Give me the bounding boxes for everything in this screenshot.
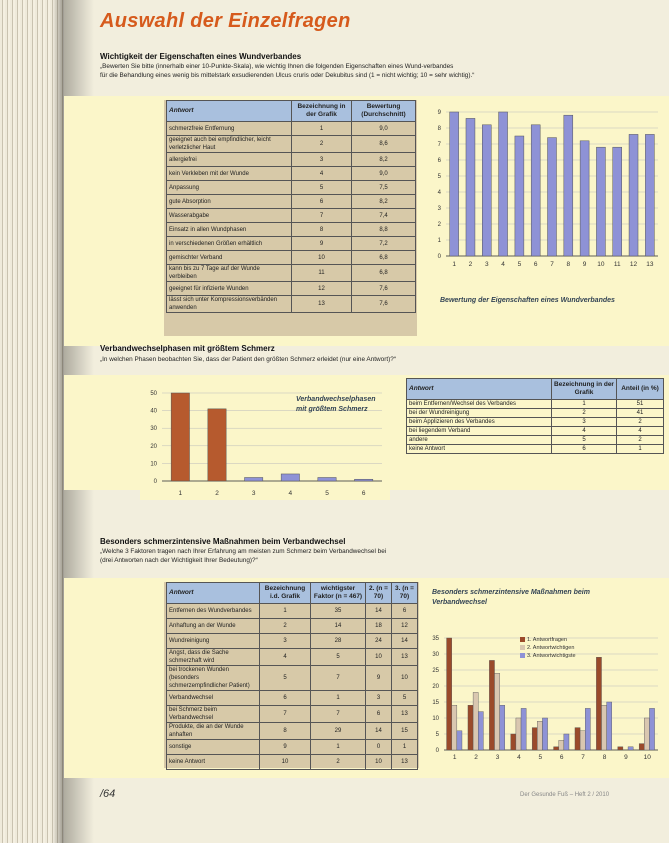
table-cell: 2 xyxy=(617,418,664,427)
y-tick-label: 40 xyxy=(150,408,157,415)
legend-item: 2. Antwortwichtigen xyxy=(520,644,576,652)
chart2-title: Verbandwechselphasen mit größtem Schmerz xyxy=(296,396,376,413)
bar xyxy=(645,134,654,256)
bar xyxy=(575,728,580,750)
x-tick-label: 9 xyxy=(582,261,587,268)
bar xyxy=(457,731,462,750)
table-cell: 6 xyxy=(392,604,418,619)
table-cell: gute Absorption xyxy=(167,195,292,209)
table-cell: 10 xyxy=(366,649,392,666)
x-tick-label: 9 xyxy=(624,754,628,761)
bar xyxy=(596,657,601,750)
table-header: Anteil (in %) xyxy=(617,379,664,400)
y-tick-label: 7 xyxy=(437,142,441,148)
table-cell: 13 xyxy=(392,706,418,723)
table-cell: 5 xyxy=(311,649,366,666)
table-row xyxy=(167,296,416,313)
table-cell: 2 xyxy=(552,409,617,418)
table-cell: 10 xyxy=(292,251,352,265)
bar xyxy=(482,125,491,256)
y-tick-label: 30 xyxy=(432,652,439,658)
table-row xyxy=(407,427,664,436)
x-tick-label: 6 xyxy=(533,261,538,268)
table-eigenschaften xyxy=(166,100,416,313)
bar xyxy=(628,747,633,750)
table-cell: 7,6 xyxy=(352,296,416,313)
table-cell: 6 xyxy=(292,195,352,209)
x-tick-label: 13 xyxy=(646,261,654,268)
y-tick-label: 30 xyxy=(150,426,157,433)
x-tick-label: 12 xyxy=(629,261,638,268)
bar xyxy=(355,479,373,481)
table-cell: 13 xyxy=(392,649,418,666)
table-row xyxy=(167,167,416,181)
bar xyxy=(548,138,557,256)
chart3-legend xyxy=(520,636,576,660)
table-row xyxy=(167,634,418,649)
table-cell: 2 xyxy=(617,436,664,445)
bar xyxy=(468,705,473,750)
bar xyxy=(531,125,540,256)
table-row xyxy=(167,282,416,296)
table-cell: 1 xyxy=(311,691,366,706)
x-tick-label: 2 xyxy=(474,754,478,761)
table-header: 2. (n = 70) xyxy=(366,583,392,604)
table-cell: beim Entfernen/Wechsel des Verbandes xyxy=(407,400,552,409)
bar xyxy=(639,744,644,750)
table-cell: 6,8 xyxy=(352,265,416,282)
table-cell: Einsatz in allen Wundphasen xyxy=(167,223,292,237)
table-cell: 5 xyxy=(392,691,418,706)
bar xyxy=(500,705,505,750)
x-tick-label: 1 xyxy=(178,490,183,497)
table-cell: allergiefrei xyxy=(167,153,292,167)
table-cell: 7,6 xyxy=(352,282,416,296)
table-row xyxy=(167,265,416,282)
page-number: /64 xyxy=(100,788,116,800)
table-cell: sonstige xyxy=(167,740,260,755)
y-tick-label: 0 xyxy=(437,254,441,260)
bar xyxy=(580,731,585,750)
bar xyxy=(281,474,299,481)
table-cell: 5 xyxy=(292,181,352,195)
table-row xyxy=(167,209,416,223)
y-tick-label: 10 xyxy=(432,716,439,722)
bar xyxy=(537,721,542,750)
table-cell: 10 xyxy=(366,755,392,770)
table-cell: 2 xyxy=(292,136,352,153)
bar xyxy=(629,134,638,256)
y-tick-label: 5 xyxy=(435,732,439,738)
table-cell: kein Verkleben mit der Wunde xyxy=(167,167,292,181)
table-cell: Entfernen des Wundverbandes xyxy=(167,604,260,619)
table-cell: 1 xyxy=(292,122,352,136)
bar xyxy=(607,702,612,750)
y-tick-label: 25 xyxy=(432,668,439,674)
table-row xyxy=(167,251,416,265)
section1-intro-1: „Bewerten Sie bitte (innerhalb einer 10-Punkte-Skala), wie wichtig Ihnen die folgenden Eigenschaften eines Wund-verbandes xyxy=(100,63,454,70)
chart1-caption: Bewertung der Eigenschaften eines Wundverbandes xyxy=(440,297,615,304)
bar xyxy=(495,673,500,750)
table-header: Antwort xyxy=(407,379,552,400)
x-tick-label: 10 xyxy=(597,261,605,268)
x-tick-label: 3 xyxy=(495,754,500,761)
table-row xyxy=(167,740,418,755)
y-tick-label: 15 xyxy=(432,700,439,706)
table-cell: 7 xyxy=(311,706,366,723)
table-row xyxy=(167,619,418,634)
y-tick-label: 5 xyxy=(437,174,441,180)
y-tick-label: 50 xyxy=(150,391,157,397)
table-header: Bewertung (Durchschnitt) xyxy=(352,101,416,122)
bar xyxy=(450,112,459,256)
book-page-edges xyxy=(0,0,64,843)
table-cell: 1 xyxy=(260,604,311,619)
x-tick-label: 2 xyxy=(468,261,473,268)
table-cell: 41 xyxy=(617,409,664,418)
table-cell: 8,2 xyxy=(352,153,416,167)
table-cell: 8 xyxy=(260,723,311,740)
bar xyxy=(511,734,516,750)
y-tick-label: 9 xyxy=(437,110,441,116)
table-row xyxy=(407,436,664,445)
table-cell: 6 xyxy=(552,445,617,454)
table-header: Antwort xyxy=(167,583,260,604)
table-cell: bei trockenen Wunden (besonders schmerzempfindlicher Patient) xyxy=(167,666,260,691)
table-cell: 11 xyxy=(292,265,352,282)
table-cell: bei der Wundreinigung xyxy=(407,409,552,418)
x-tick-label: 4 xyxy=(517,754,521,761)
table-cell: 4 xyxy=(292,167,352,181)
table-cell: 10 xyxy=(260,755,311,770)
table-cell: beim Applizieren des Verbandes xyxy=(407,418,552,427)
x-tick-label: 3 xyxy=(251,490,256,497)
table-cell: 4 xyxy=(260,649,311,666)
bar xyxy=(473,692,478,750)
table-row xyxy=(167,706,418,723)
table-cell: 7,2 xyxy=(352,237,416,251)
table-row xyxy=(407,409,664,418)
table-header: Bezeichnung in der Grafik xyxy=(552,379,617,400)
table-cell: 6,8 xyxy=(352,251,416,265)
x-tick-label: 5 xyxy=(517,261,522,268)
table-cell: Anhaftung an der Wunde xyxy=(167,619,260,634)
bar xyxy=(516,718,521,750)
section1-heading: Wichtigkeit der Eigenschaften eines Wundverbandes xyxy=(100,52,302,61)
bar xyxy=(564,115,573,256)
section3-heading: Besonders schmerzintensive Maßnahmen beim Verbandwechsel xyxy=(100,537,346,546)
bar xyxy=(618,747,623,750)
x-tick-label: 2 xyxy=(215,490,219,497)
table-row xyxy=(407,418,664,427)
table-cell: 3 xyxy=(292,153,352,167)
x-tick-label: 8 xyxy=(602,754,607,761)
section3-intro-1: „Welche 3 Faktoren tragen nach Ihrer Erfahrung am meisten zum Schmerz beim Verbandwechsel bei xyxy=(100,548,387,555)
table-cell: andere xyxy=(407,436,552,445)
table-cell: 8,6 xyxy=(352,136,416,153)
table-header: Bezeichnung i.d. Grafik xyxy=(260,583,311,604)
table-cell: 35 xyxy=(311,604,366,619)
table-row xyxy=(407,400,664,409)
table-cell: 8,8 xyxy=(352,223,416,237)
y-tick-label: 0 xyxy=(153,479,157,485)
x-tick-label: 6 xyxy=(361,490,366,497)
table-row xyxy=(167,195,416,209)
bar xyxy=(466,118,475,256)
bar xyxy=(478,712,483,750)
table-row xyxy=(167,755,418,770)
table-cell: 8,2 xyxy=(352,195,416,209)
y-tick-label: 35 xyxy=(432,636,439,642)
table-header: 3. (n = 70) xyxy=(392,583,418,604)
y-tick-label: 2 xyxy=(437,222,441,228)
table-cell: bei liegendem Verband xyxy=(407,427,552,436)
table-cell: in verschiedenen Größen erhältlich xyxy=(167,237,292,251)
table-phasen xyxy=(406,378,664,454)
table-cell: 7,5 xyxy=(352,181,416,195)
table-row xyxy=(167,723,418,740)
table-row xyxy=(167,604,418,619)
table-massnahmen xyxy=(166,582,418,770)
table-cell: Anpassung xyxy=(167,181,292,195)
table-row xyxy=(167,691,418,706)
table-cell: bei Schmerz beim Verbandwechsel xyxy=(167,706,260,723)
y-tick-label: 0 xyxy=(435,748,439,754)
bar xyxy=(318,477,336,481)
table-cell: 3 xyxy=(552,418,617,427)
bar xyxy=(171,393,189,481)
table-cell: 13 xyxy=(292,296,352,313)
table-cell: 14 xyxy=(366,723,392,740)
table-cell: 7 xyxy=(292,209,352,223)
y-tick-label: 20 xyxy=(432,684,439,690)
table-cell: Produkte, die an der Wunde anhaften xyxy=(167,723,260,740)
section2-intro: „In welchen Phasen beobachten Sie, dass der Patient den größten Schmerz erleidet (nur eine Antwort)?“ xyxy=(100,356,396,363)
table-row xyxy=(167,136,416,153)
table-cell: 9 xyxy=(292,237,352,251)
x-tick-label: 5 xyxy=(325,490,329,497)
x-tick-label: 4 xyxy=(288,490,293,497)
x-tick-label: 8 xyxy=(566,261,571,268)
table-header: Bezeichnung in der Grafik xyxy=(292,101,352,122)
x-tick-label: 7 xyxy=(550,261,554,268)
table-cell: geeignet auch bei empfindlicher, leicht verletzlicher Haut xyxy=(167,136,292,153)
table-cell: 6 xyxy=(366,706,392,723)
table-row xyxy=(167,223,416,237)
table-cell: 14 xyxy=(366,604,392,619)
table-cell: 14 xyxy=(392,634,418,649)
x-tick-label: 6 xyxy=(559,754,564,761)
table-cell: 9,0 xyxy=(352,167,416,181)
table-cell: 3 xyxy=(260,634,311,649)
table-cell: 1 xyxy=(617,445,664,454)
table-cell: 9,0 xyxy=(352,122,416,136)
table-cell: 0 xyxy=(366,740,392,755)
table-cell: Wundreinigung xyxy=(167,634,260,649)
table-cell: 9 xyxy=(260,740,311,755)
section1-intro-2: für die Behandlung eines wenig bis mittelstark exsudierenden Ulcus cruris oder Dekubitus sind (1 = nicht wichtig; 10 = sehr wichtig).“ xyxy=(100,72,475,79)
bar xyxy=(559,740,564,750)
table-cell: 1 xyxy=(392,740,418,755)
table-cell: 7 xyxy=(260,706,311,723)
x-tick-label: 4 xyxy=(501,261,505,268)
y-tick-label: 1 xyxy=(437,238,441,244)
chart3-title: Besonders schmerzintensive Maßnahmen beim Verbandwechsel xyxy=(432,589,590,606)
bar xyxy=(542,718,547,750)
bar xyxy=(564,734,569,750)
bar xyxy=(602,705,607,750)
bar xyxy=(452,705,457,750)
bar xyxy=(245,477,263,481)
table-header: wichtigster Faktor (n = 467) xyxy=(311,583,366,604)
bar xyxy=(208,409,226,481)
section2-heading: Verbandwechselphasen mit größtem Schmerz xyxy=(100,344,275,353)
table-cell: 28 xyxy=(311,634,366,649)
table-cell: 5 xyxy=(552,436,617,445)
y-tick-label: 4 xyxy=(437,190,441,196)
table-cell: 5 xyxy=(260,666,311,691)
bar xyxy=(613,147,622,256)
y-tick-label: 6 xyxy=(437,158,441,164)
table-cell: 13 xyxy=(392,755,418,770)
table-cell: 12 xyxy=(292,282,352,296)
bar xyxy=(585,708,590,750)
table-cell: Wasserabgabe xyxy=(167,209,292,223)
table-cell: 3 xyxy=(366,691,392,706)
footer-journal: Der Gesunde Fuß – Heft 2 / 2010 xyxy=(520,792,610,798)
x-tick-label: 3 xyxy=(484,261,489,268)
table-cell: 9 xyxy=(366,666,392,691)
table-cell: kann bis zu 7 Tage auf der Wunde verbleiben xyxy=(167,265,292,282)
bar xyxy=(489,660,494,750)
table-row xyxy=(167,666,418,691)
table-cell: 12 xyxy=(392,619,418,634)
y-tick-label: 10 xyxy=(150,461,157,468)
y-tick-label: 3 xyxy=(437,206,441,212)
table-cell: 2 xyxy=(260,619,311,634)
bar xyxy=(521,708,526,750)
table-row xyxy=(167,153,416,167)
table-cell: 51 xyxy=(617,400,664,409)
table-cell: Angst, dass die Sache schmerzhaft wird xyxy=(167,649,260,666)
y-tick-label: 8 xyxy=(437,126,441,132)
table-cell: 29 xyxy=(311,723,366,740)
table-cell: lässt sich unter Kompressionsverbänden anwenden xyxy=(167,296,292,313)
bar xyxy=(649,708,654,750)
table-cell: 7,4 xyxy=(352,209,416,223)
bar xyxy=(554,747,559,750)
table-cell: keine Antwort xyxy=(407,445,552,454)
table-header: Antwort xyxy=(167,101,292,122)
table-cell: 24 xyxy=(366,634,392,649)
table-cell: 10 xyxy=(392,666,418,691)
bar xyxy=(499,112,508,256)
table-row xyxy=(167,122,416,136)
table-cell: 1 xyxy=(311,740,366,755)
table-cell: keine Antwort xyxy=(167,755,260,770)
table-cell: geeignet für infizierte Wunden xyxy=(167,282,292,296)
table-cell: 2 xyxy=(311,755,366,770)
table-cell: 4 xyxy=(552,427,617,436)
table-cell: 1 xyxy=(552,400,617,409)
chart-bewertung xyxy=(428,104,664,284)
bar xyxy=(515,136,524,256)
y-tick-label: 20 xyxy=(150,443,157,450)
legend-item: 1. Antwortfragen xyxy=(520,636,576,644)
table-cell: 15 xyxy=(392,723,418,740)
table-cell: Verbandwechsel xyxy=(167,691,260,706)
bar xyxy=(532,728,537,750)
x-tick-label: 7 xyxy=(581,754,585,761)
legend-item: 3. Antwortwichtigste xyxy=(520,652,576,660)
table-cell: 6 xyxy=(260,691,311,706)
bar xyxy=(580,141,589,256)
x-tick-label: 10 xyxy=(643,754,651,761)
page-title: Auswahl der Einzelfragen xyxy=(100,10,351,32)
table-cell: schmerzfreie Entfernung xyxy=(167,122,292,136)
table-cell: 14 xyxy=(311,619,366,634)
table-cell: 7 xyxy=(311,666,366,691)
x-tick-label: 1 xyxy=(452,261,456,268)
table-cell: 8 xyxy=(292,223,352,237)
table-cell: 4 xyxy=(617,427,664,436)
bar xyxy=(447,638,452,750)
x-tick-label: 11 xyxy=(613,261,621,268)
table-cell: 18 xyxy=(366,619,392,634)
table-cell: gemischter Verband xyxy=(167,251,292,265)
table-row xyxy=(167,181,416,195)
x-tick-label: 5 xyxy=(538,754,543,761)
bar xyxy=(596,147,605,256)
x-tick-label: 1 xyxy=(452,754,457,761)
table-row xyxy=(407,445,664,454)
table-row xyxy=(167,649,418,666)
section3-intro-2: (drei Antworten nach der Wichtigkeit Ihrer Bedeutung)?“ xyxy=(100,557,258,564)
bar xyxy=(644,718,649,750)
table-row xyxy=(167,237,416,251)
